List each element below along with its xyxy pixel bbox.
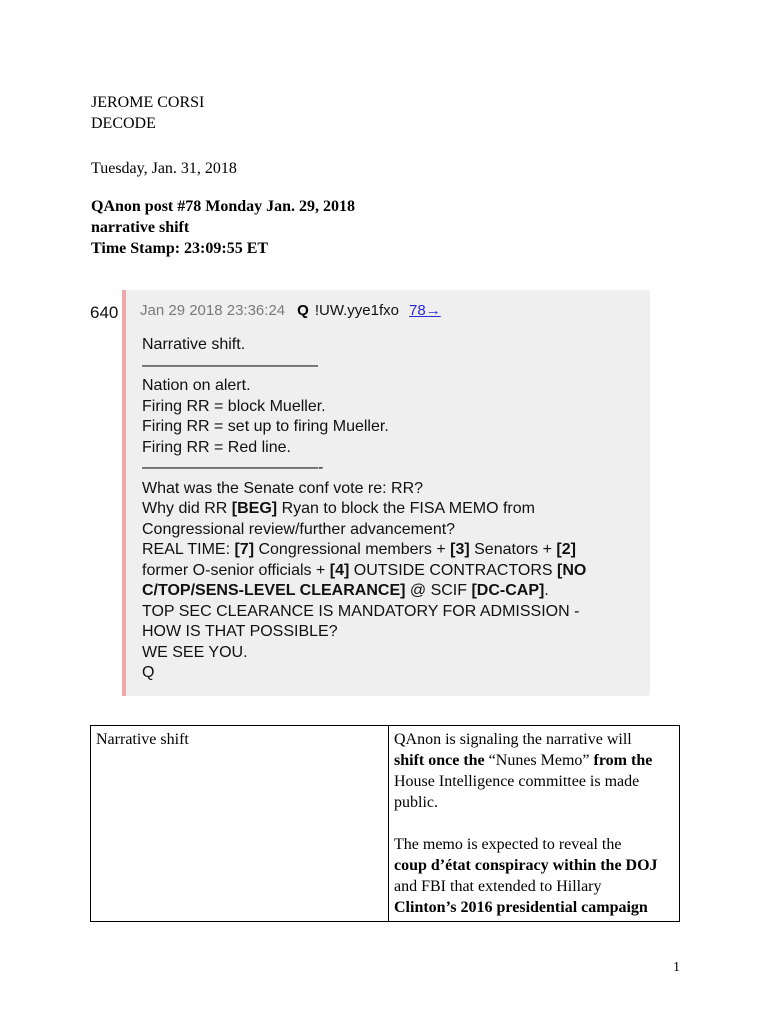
post-line: What was the Senate conf vote re: RR? <box>142 479 424 497</box>
post-heading <box>91 196 355 259</box>
post-tripcode: !UW.yye1fxo <box>314 302 400 319</box>
post-line: Firing RR = Red line. <box>142 438 291 456</box>
post-line: former O-senior officials + [4] OUTSIDE CONTRACTORS [NO <box>142 561 587 579</box>
reply-link[interactable]: 78→ <box>409 302 441 319</box>
post-timestamp-heading: Time Stamp: 23:09:55 ET <box>91 240 269 257</box>
post-line: HOW IS THAT POSSIBLE? <box>142 623 338 640</box>
post-line: TOP SEC CLEARANCE IS MANDATORY FOR ADMISSION - <box>142 602 580 620</box>
table-row <box>91 726 680 922</box>
document-date: Tuesday, Jan. 31, 2018 <box>91 160 237 177</box>
post-line: WE SEE YOU. <box>142 643 248 661</box>
post-line: Firing RR = set up to firing Mueller. <box>142 418 389 435</box>
document-header <box>91 92 204 134</box>
post-line: Q <box>142 664 155 681</box>
post-line: C/TOP/SENS-LEVEL CLEARANCE] @ SCIF [DC-CAP]. <box>142 582 549 599</box>
header-subtitle: DECODE <box>91 115 156 132</box>
post-line: Nation on alert. <box>142 377 251 394</box>
topic-cell: Narrative shift <box>91 726 389 922</box>
post-line: ——————————— <box>142 356 318 374</box>
analysis-cell: QAnon is signaling the narrative will shift once the “Nunes Memo” from the House Intelligence committee is made public. The memo is expected to reveal the coup d’état conspiracy within the DOJ and FBI that extended to Hillary Clinton’s 2016 presidential campaign <box>389 726 680 922</box>
post-author: Q <box>297 302 309 319</box>
post-line: Congressional review/further advancement? <box>142 520 456 538</box>
post-line: Narrative shift. <box>142 336 246 353</box>
post-meta <box>140 302 441 319</box>
post-line: REAL TIME: [7] Congressional members + [3] Senators + [2] <box>142 541 576 558</box>
post-body <box>142 335 642 684</box>
post-timestamp: Jan 29 2018 23:36:24 <box>140 302 286 319</box>
page-number: 1 <box>673 960 680 975</box>
post-topic: narrative shift <box>91 219 190 236</box>
post-screenshot <box>122 290 650 696</box>
post-title: QAnon post #78 Monday Jan. 29, 2018 <box>91 198 356 215</box>
post-line: Why did RR [BEG] Ryan to block the FISA MEMO from <box>142 500 535 517</box>
post-number: 640 <box>90 303 119 322</box>
decode-table <box>90 725 680 922</box>
post-line: Firing RR = block Mueller. <box>142 397 326 415</box>
author-name: JEROME CORSI <box>91 94 205 111</box>
post-accent-bar <box>122 290 126 696</box>
post-line: ———————————- <box>142 459 324 476</box>
